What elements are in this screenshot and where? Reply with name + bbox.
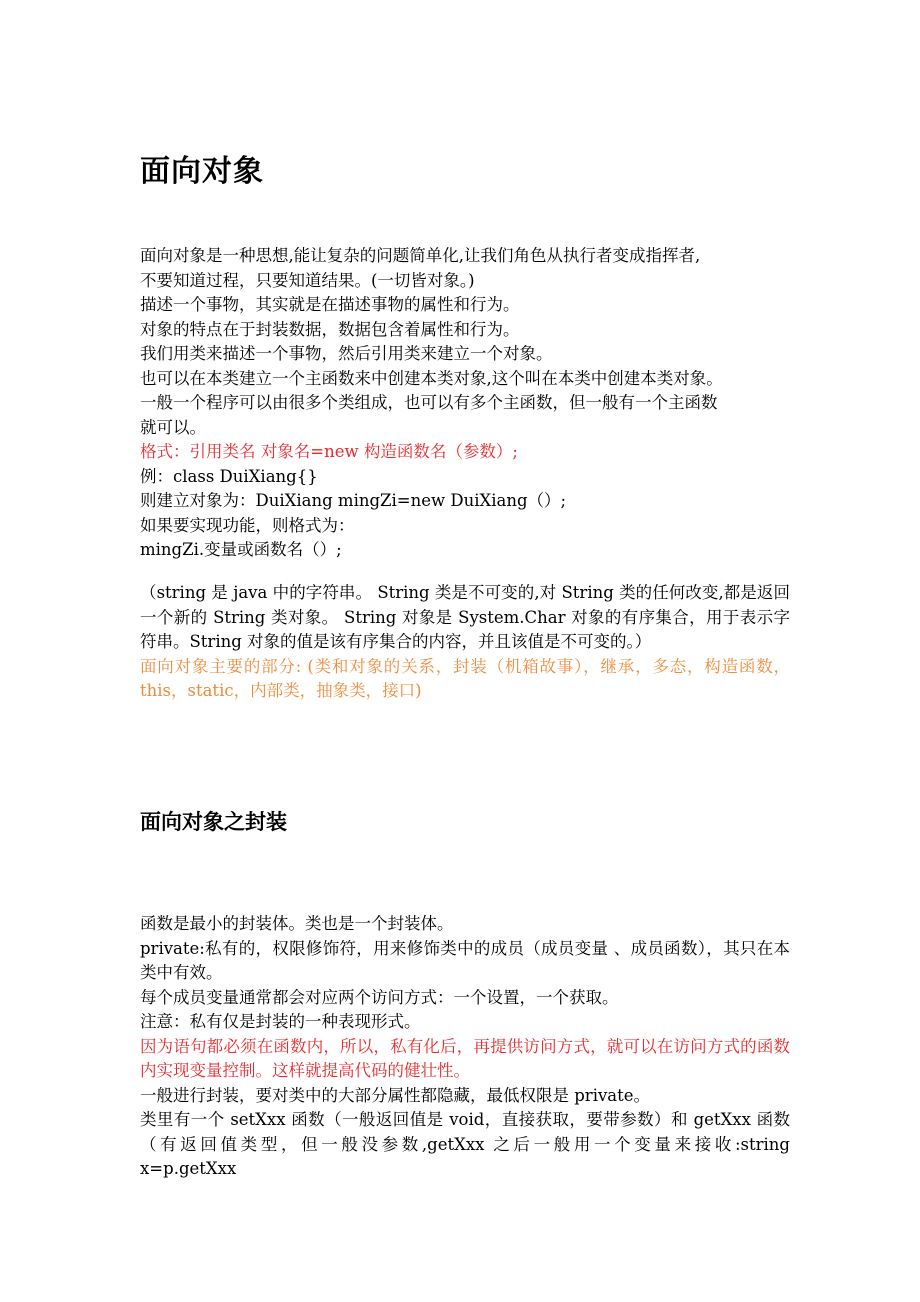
main-parts-line: 面向对象主要的部分: (类和对象的关系，封装（机箱故事），继承，多态，构造函数，this，static，内部类，抽象类，接口) [140, 656, 790, 700]
text-line: 每个成员变量通常都会对应两个访问方式：一个设置，一个获取。 [140, 987, 619, 1007]
highlight-line: 因为语句都必须在函数内，所以，私有化后，再提供访问方式，就可以在访问方式的函数内实现变量控制。这样就提高代码的健壮性。 [140, 1036, 790, 1080]
section-title-encapsulation: 面向对象之封装 [140, 810, 287, 834]
text-line: 对象的特点在于封装数据，数据包含着属性和行为。 [140, 319, 520, 339]
section-title-oop: 面向对象 [140, 154, 264, 189]
text-line: 注意：私有仅是封装的一种表现形式。 [140, 1012, 421, 1031]
encapsulation-block [140, 912, 790, 1182]
text-line: 描述一个事物，其实就是在描述事物的属性和行为。 [140, 295, 520, 314]
text-line: 也可以在本类建立一个主函数来中创建本类对象,这个叫在本类中创建本类对象。 [140, 368, 723, 388]
text-line: 函数是最小的封装体。类也是一个封装体。 [140, 914, 454, 933]
create-object-line: 则建立对象为：DuiXiang mingZi=new DuiXiang（）; [140, 491, 567, 510]
string-note: （string 是 java 中的字符串。 String 类是不可变的,对 String 类的任何改变,都是返回一个新的 String 类对象。 String 对象是 System.Char 对象的有序集合，用于表示字符串。String 对象的值是该有序集合的内容，并且该值是不可变的。） [140, 583, 790, 651]
text-line: 面向对象是一种思想,能让复杂的问题简单化,让我们角色从执行者变成指挥者, [140, 246, 701, 265]
format-line: 格式：引用类名 对象名=new 构造函数名（参数）; [140, 442, 518, 461]
text-line: 不要知道过程，只要知道结果。(一切皆对象。) [140, 270, 475, 290]
string-note-block [140, 581, 790, 704]
text-line: 一般一个程序可以由很多个类组成，也可以有多个主函数，但一般有一个主函数 [140, 393, 718, 412]
implementation-line: 如果要实现功能，则格式为： [140, 515, 355, 535]
text-line: 类里有一个 setXxx 函数（一般返回值是 void，直接获取，要带参数）和 getXxx 函数（有返回值类型，但一般没参数,getXxx 之后一般用一个变量来接收:string x=p.getXxx [140, 1110, 790, 1178]
call-line: mingZi.变量或函数名（）; [140, 540, 342, 559]
example-line: 例：class DuiXiang{} [140, 466, 318, 486]
oop-intro-block [140, 244, 790, 563]
text-line: 我们用类来描述一个事物，然后引用类来建立一个对象。 [140, 344, 553, 363]
text-line: private:私有的，权限修饰符，用来修饰类中的成员（成员变量 、成员函数），其只在本类中有效。 [140, 938, 790, 982]
text-line: 一般进行封装，要对类中的大部分属性都隐藏，最低权限是 private。 [140, 1085, 651, 1105]
text-line: 就可以。 [140, 417, 206, 437]
